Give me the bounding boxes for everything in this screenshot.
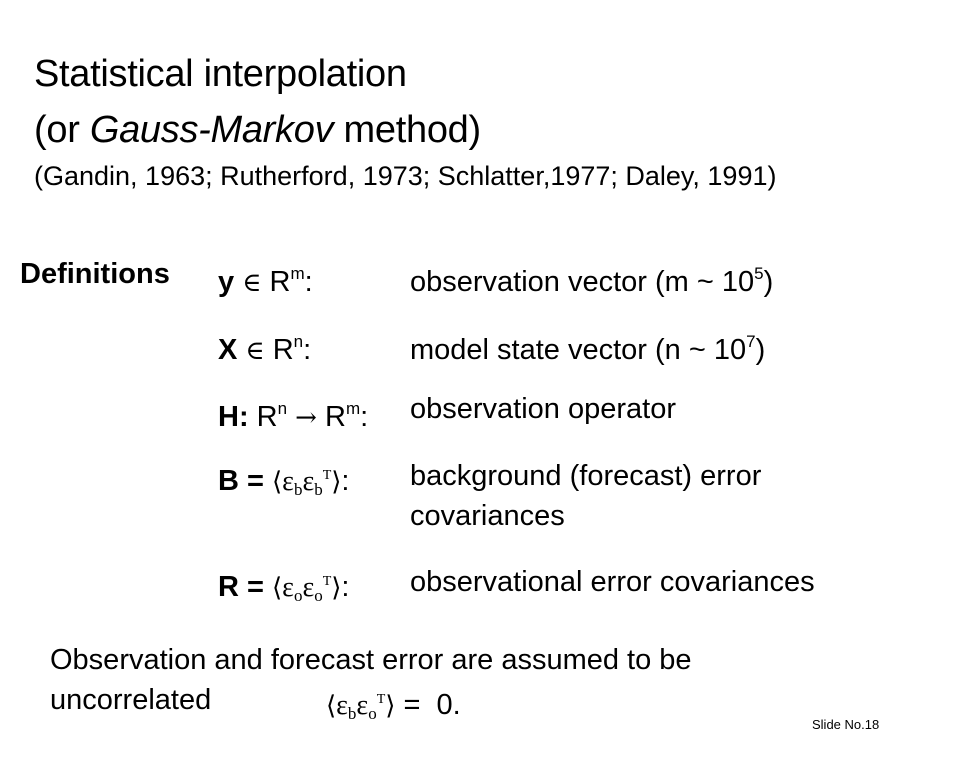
open-angle-bracket: ⟨ — [272, 573, 283, 603]
epsilon: ε — [282, 466, 294, 497]
space-to-superscript: m — [345, 399, 361, 418]
description-close: ) — [755, 334, 766, 366]
definitions-heading: Definitions — [20, 258, 170, 290]
transpose-superscript: T — [322, 574, 332, 589]
equals-sign: = — [247, 571, 264, 603]
description-close: ) — [763, 266, 774, 298]
definition-symbol-x — [218, 324, 311, 369]
element-of-symbol: ∈ — [242, 268, 262, 298]
colon: : — [341, 465, 350, 497]
transpose-superscript: T — [322, 468, 332, 483]
close-angle-bracket: ⟩ — [331, 467, 342, 497]
definition-description-r: observational error covariances — [410, 566, 815, 598]
slide-number: Slide No.18 — [812, 717, 880, 732]
subscript: o — [314, 586, 323, 605]
epsilon: ε — [282, 572, 294, 603]
subscript-b: b — [347, 704, 357, 723]
description-text: observation vector (m ~ 10 — [410, 266, 755, 298]
title-line-2 — [34, 108, 481, 152]
title-italic: Gauss-Markov — [89, 109, 334, 151]
definition-symbol-h — [218, 391, 368, 436]
description-text: model state vector (n ~ 10 — [410, 334, 747, 366]
title-text: Statistical interpolation — [34, 53, 407, 95]
colon: : — [341, 571, 350, 603]
epsilon: ε — [302, 572, 315, 603]
definition-description-y — [410, 254, 773, 302]
footer-equation — [326, 680, 461, 734]
space-from: R — [256, 401, 278, 433]
transpose-superscript: T — [376, 692, 386, 707]
symbol: B — [218, 465, 239, 497]
open-angle-bracket: ⟨ — [326, 691, 337, 721]
space-superscript: n — [293, 332, 304, 351]
space-superscript: m — [290, 264, 305, 283]
close-angle-bracket: ⟩ — [385, 691, 396, 721]
citation: (Gandin, 1963; Rutherford, 1973; Schlatter,1977; Daley, 1991) — [34, 161, 777, 191]
subscript-o: o — [368, 704, 377, 723]
symbol: R — [218, 571, 239, 603]
colon: : — [360, 401, 369, 433]
definition-symbol-y — [218, 256, 313, 301]
title-suffix: method) — [333, 109, 481, 151]
close-angle-bracket: ⟩ — [331, 573, 342, 603]
description-exponent: 5 — [754, 264, 764, 283]
definition-description-b-line-1: background (forecast) error — [410, 460, 762, 492]
epsilon: ε — [356, 690, 369, 721]
definition-description-h: observation operator — [410, 393, 676, 425]
arrow-icon: → — [295, 403, 317, 433]
colon: : — [304, 266, 313, 298]
equals-sign: = — [247, 465, 264, 497]
space-from-superscript: n — [277, 399, 288, 418]
footer-text: uncorrelated — [50, 684, 212, 716]
footer-line-1: Observation and forecast error are assumed to be — [50, 644, 692, 676]
subscript: b — [314, 480, 323, 499]
description-exponent: 7 — [746, 332, 756, 351]
definition-description-b-line-2: covariances — [410, 500, 565, 532]
space-name: R — [269, 266, 291, 298]
symbol: y — [218, 266, 235, 298]
title-line-1 — [34, 52, 407, 96]
space-to: R — [325, 401, 346, 433]
definition-symbol-r — [218, 564, 349, 614]
symbol: X — [218, 334, 238, 366]
epsilon: ε — [302, 466, 315, 497]
epsilon: ε — [336, 690, 348, 721]
element-of-symbol: ∈ — [245, 336, 265, 366]
footer-line-2 — [50, 680, 211, 720]
definition-description-x — [410, 322, 765, 370]
colon: : — [303, 334, 312, 366]
definition-symbol-b — [218, 458, 349, 508]
open-angle-bracket: ⟨ — [272, 467, 283, 497]
subscript: o — [293, 586, 303, 605]
subscript: b — [293, 480, 303, 499]
equation-rhs: = 0. — [395, 689, 461, 721]
symbol: H: — [218, 401, 249, 433]
title-prefix: (or — [34, 109, 90, 151]
space-name: R — [272, 334, 294, 366]
